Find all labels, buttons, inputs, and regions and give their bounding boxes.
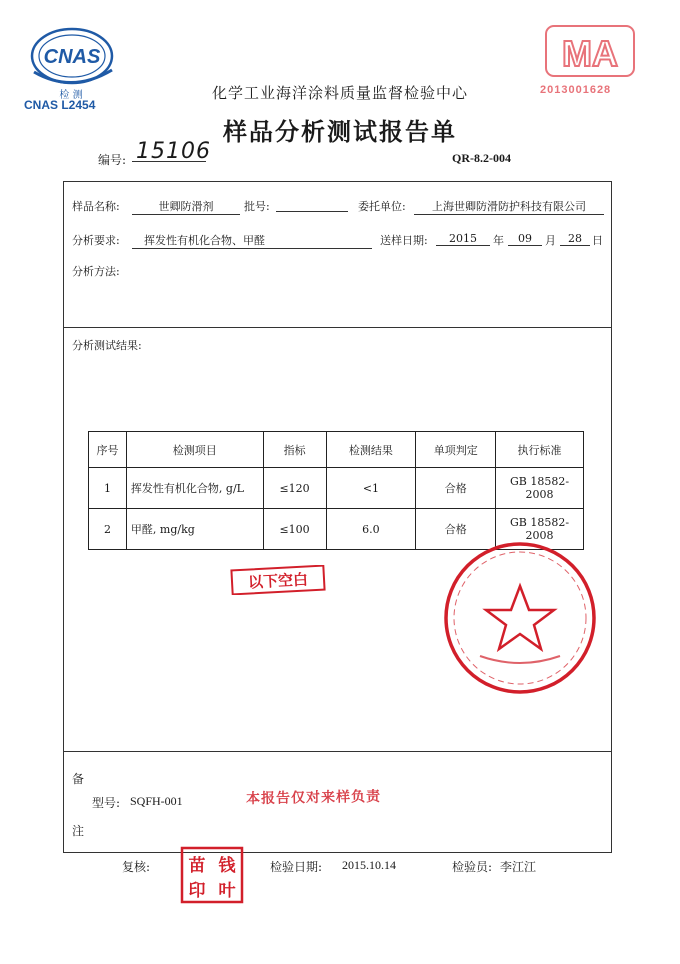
reviewer-seal [180,846,244,904]
send-date-label: 送样日期: [380,234,428,247]
results-table [88,431,584,550]
cell-judgement: 合格 [416,509,496,550]
col-header-item: 检测项目 [126,432,263,468]
model-label: 型号: [92,796,121,810]
send-date-month: 09 [508,232,542,246]
serial-label: 编号: [98,153,127,167]
table-header-row [89,432,584,468]
batch-value [276,198,348,212]
method-label: 分析方法: [72,265,120,278]
center-name: 化学工业海洋涂料质量监督检验中心 [211,84,468,102]
col-header-result: 检测结果 [326,432,416,468]
cell-no: 2 [89,509,127,550]
inspect-date-label: 检验日期: [270,860,323,874]
cell-item: 挥发性有机化合物, g/L [126,468,263,509]
cell-item: 甲醛, mg/kg [126,509,263,550]
form-code: QR-8.2-004 [452,151,511,165]
requirement-value: 挥发性有机化合物、甲醛 [132,232,372,249]
inspector-value: 李江江 [500,860,537,874]
serial-value: 15106 [136,139,211,164]
cell-result: 6.0 [326,509,416,550]
month-char: 月 [545,234,556,247]
cell-standard: GB 18582-2008 [496,509,584,550]
official-round-seal [440,538,600,698]
cell-no: 1 [89,468,127,509]
document-title: 样品分析测试报告单 [223,117,457,146]
col-header-judgement: 单项判定 [416,432,496,468]
inspector-label: 检验员: [452,860,493,874]
model-value: SQFH-001 [130,794,183,808]
serial-underline [132,161,206,162]
notes-char-top: 备 [72,772,85,786]
seal-char: 钱 [218,856,236,876]
seal-char: 苗 [188,856,206,876]
cnas-text: CNAS [43,46,101,68]
seal-char: 叶 [218,881,236,901]
divider-method [63,327,611,328]
cell-judgement: 合格 [416,468,496,509]
col-header-index: 指标 [263,432,326,468]
sample-name-label: 样品名称: [72,200,120,213]
cell-index: ≤120 [263,468,326,509]
col-header-standard: 执行标准 [496,432,584,468]
cell-standard: GB 18582-2008 [496,468,584,509]
day-char: 日 [592,234,603,247]
reviewer-label: 复核: [122,860,151,874]
notes-char-bottom: 注 [72,824,85,838]
send-date-day: 28 [560,232,590,246]
batch-label: 批号: [244,200,270,213]
blank-stamp-text: 以下空白 [247,570,309,592]
results-label: 分析测试结果: [72,339,142,352]
year-char: 年 [493,234,504,247]
sample-name-value: 世卿防滑剂 [132,198,240,215]
send-date-year: 2015 [436,232,490,246]
cnas-subtext: 检 测 [59,90,83,101]
divider-notes [63,751,611,752]
blank-below-stamp [230,565,326,595]
seal-char: 印 [188,881,206,901]
table-row [89,468,584,509]
responsibility-stamp: 本报告仅对来样负责 [245,788,382,808]
client-label: 委托单位: [358,200,406,213]
client-value: 上海世卿防滑防护科技有限公司 [414,198,604,215]
ma-text: MA [562,33,618,74]
requirement-label: 分析要求: [72,234,120,247]
ma-number: 2013001628 [540,84,612,96]
cell-result: <1 [326,468,416,509]
inspect-date-value: 2015.10.14 [342,858,396,872]
col-header-no: 序号 [89,432,127,468]
cnas-code: CNAS L2454 [24,98,96,112]
cell-index: ≤100 [263,509,326,550]
